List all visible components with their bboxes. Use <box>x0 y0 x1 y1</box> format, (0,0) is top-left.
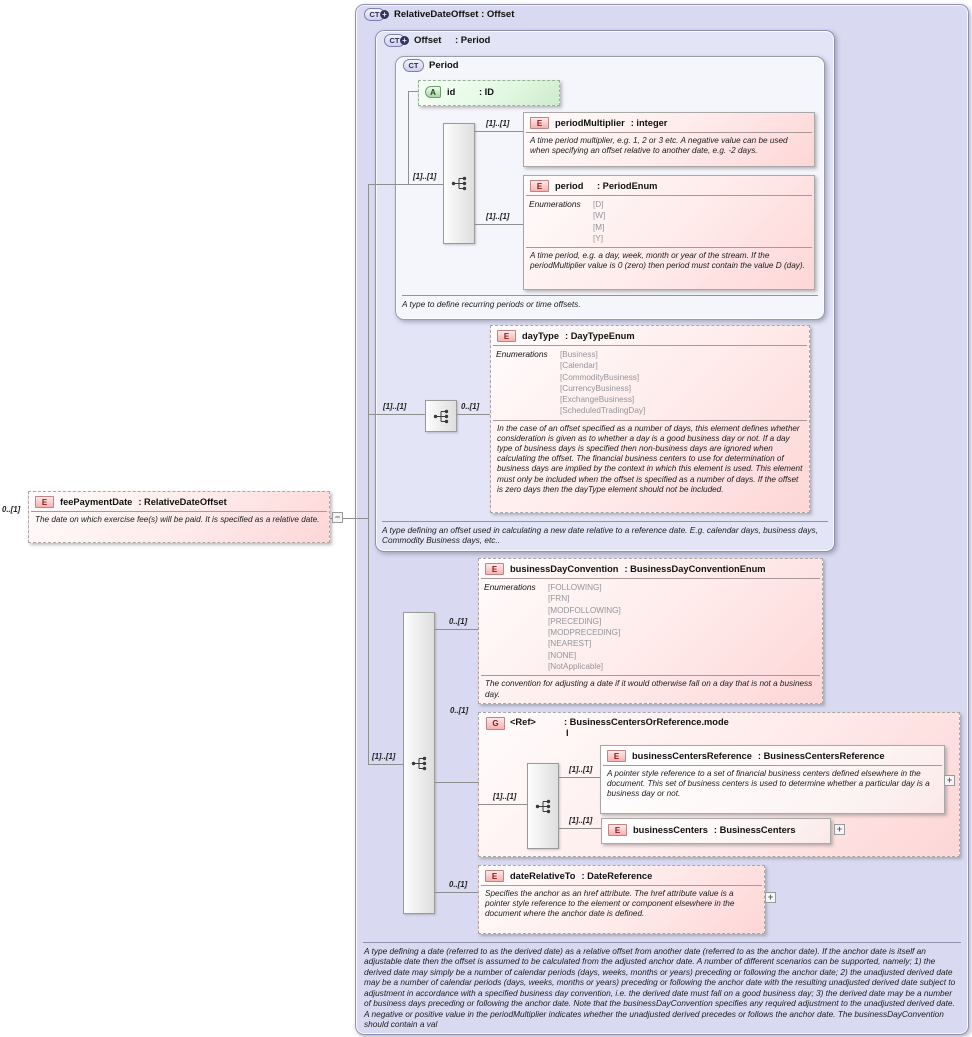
element-name: period <box>555 181 584 191</box>
element-badge: E <box>485 563 504 575</box>
connector-line <box>368 184 369 765</box>
cardinality-label: 0..[1] <box>450 706 469 715</box>
sequence-icon <box>451 176 468 191</box>
element-name: periodMultiplier <box>555 118 625 128</box>
element-annotation: Specifies the anchor as an href attribute. The href attribute value is a pointer style reference to the element or component elsewhere in the document where the anchor date is defined. <box>485 889 735 919</box>
divider <box>526 132 812 133</box>
element-businesscentersreference <box>600 745 945 814</box>
enum-value: [NONE] <box>548 650 577 660</box>
cardinality-label: [1]..[1] <box>493 792 517 801</box>
element-type: : BusinessCentersReference <box>757 751 885 761</box>
divider <box>493 345 807 346</box>
sequence-compositor <box>443 123 475 244</box>
enumerations-section <box>491 347 809 419</box>
enum-value: [Business] <box>560 350 598 359</box>
divider <box>526 195 812 196</box>
enum-value: [Y] <box>593 233 604 243</box>
cardinality-label: 0..[1] <box>461 402 480 411</box>
element-name: businessCenters <box>633 825 708 835</box>
element-type: : DateReference <box>581 871 653 881</box>
sequence-compositor <box>527 763 559 849</box>
enum-value: [FRN] <box>548 594 570 604</box>
group-type-line1: : BusinessCentersOrReference.mode <box>564 717 729 727</box>
element-type: : DayTypeEnum <box>565 331 635 341</box>
element-annotation: The convention for adjusting a date if it would otherwise fall on a day that is not a business day. <box>485 679 813 699</box>
divider <box>603 765 942 766</box>
enum-value: [NEAREST] <box>548 639 592 649</box>
element-annotation: A time period multiplier, e.g. 1, 2 or 3 etc. A negative value can be used when specifying an offset relative to another date, e.g. -2 days. <box>530 136 788 156</box>
cardinality-label: 0..[1] <box>449 617 468 626</box>
element-businesscenters <box>601 818 831 844</box>
element-badge: E <box>485 870 504 882</box>
connector-line <box>408 91 409 185</box>
connector-line <box>455 414 490 415</box>
enumerations-section <box>479 580 822 674</box>
cardinality-label: 0..[1] <box>2 505 21 514</box>
sequence-icon <box>535 799 552 814</box>
offset-name: Offset <box>414 35 442 46</box>
ct-plus-badge <box>364 8 389 21</box>
element-badge: E <box>608 824 627 836</box>
connector-line <box>408 91 418 92</box>
complextype-annotation: A type defining a date (referred to as the derived date) as a relative offset from another date (referred to as the anchor date). If the anchor date is itself an adjustable date then the offset is assumed to be calculated from the adjusted anchor date. A number of different scenarios can be supported, namely; 1) the derived date may simply be a number of calendar periods (days, weeks, months or years) preceding or following the anchor date; 2) the unadjusted derived date may be a number of calendar periods (days, weeks, months or years) preceding or following the anchor date with the resulting unadjusted derived date subject to adjustment in accordance with a specified business day convention, i.e. the derived date must fall on a good business day; 3) the derived date may be a number of business days preceding or following the anchor date. Note that the businessDayConvention specifies any required adjustment to the unadjusted derived date. A negative or positive value in the periodMultiplier indicates whether the unadjusted derived precedes or follows the anchor date. The businessDayConvention should contain a val <box>364 946 956 1030</box>
expand-toggle[interactable]: + <box>834 824 845 835</box>
enumerations-section <box>524 197 814 246</box>
cardinality-label: [1]..[1] <box>413 172 437 181</box>
element-type: : integer <box>630 118 668 128</box>
connector-line <box>368 764 404 765</box>
element-name: feePaymentDate <box>60 497 133 507</box>
attribute-name: id <box>447 87 456 97</box>
element-badge: E <box>530 180 549 192</box>
enum-value: [MODFOLLOWING] <box>548 605 621 615</box>
attribute-id <box>418 80 560 106</box>
element-annotation: In the case of an offset specified as a number of days, this element defines whether consideration is given as to whether a day is a good business day or not. If a day type of business days is specified then non-business days are ignored when calculating the offset. The financial business centers to use for determination of business days are implied by the context in which this element is used. This element must only be included when the offset is specified as a number of days. If the offset is zero days then the dayType element should not be included. <box>497 423 803 494</box>
element-badge: E <box>497 330 516 342</box>
attribute-type: : ID <box>479 87 494 97</box>
enumerations-label: Enumerations <box>484 582 536 592</box>
element-type: : BusinessCenters <box>713 825 796 835</box>
attribute-badge: A <box>425 86 441 98</box>
divider <box>526 247 812 248</box>
element-type: : RelativeDateOffset <box>138 497 227 507</box>
element-periodmultiplier <box>523 112 815 167</box>
group-type-line2: l <box>566 728 569 738</box>
element-type: : BusinessDayConventionEnum <box>624 564 766 574</box>
enum-value: [D] <box>593 200 604 209</box>
enum-value: [ScheduledTradingDay] <box>560 406 646 416</box>
element-name: businessCentersReference <box>632 751 752 761</box>
element-period <box>523 175 815 290</box>
connector-line <box>433 892 479 893</box>
element-feepaymentdate <box>28 491 330 543</box>
plus-icon: + <box>380 10 389 19</box>
complextype-badge: CT <box>384 34 405 47</box>
sequence-icon <box>411 756 428 771</box>
sequence-compositor <box>425 400 457 432</box>
divider <box>31 511 327 512</box>
element-businessdayconvention <box>478 558 823 704</box>
enum-value: [PRECEDING] <box>548 616 602 626</box>
expand-toggle[interactable]: + <box>765 892 776 903</box>
cardinality-label: [1]..[1] <box>486 212 510 221</box>
connector-line <box>433 782 479 783</box>
plus-icon: + <box>400 36 409 45</box>
complextype-offset-header <box>384 34 490 47</box>
element-name: businessDayConvention <box>510 564 619 574</box>
sequence-compositor <box>403 612 435 914</box>
complextype-relativedateoffset-header <box>364 8 514 21</box>
enumerations-label: Enumerations <box>529 199 581 209</box>
cardinality-label: [1]..[1] <box>569 765 593 774</box>
ct-plus-badge <box>384 34 409 47</box>
enum-value: [CurrencyBusiness] <box>560 383 631 393</box>
period-ct-name: Period <box>429 60 459 71</box>
element-daterelativeto <box>478 865 765 934</box>
enum-value: [NotApplicable] <box>548 662 604 672</box>
connector-line <box>368 184 444 185</box>
enum-value: [ExchangeBusiness] <box>560 395 635 405</box>
enum-value: [W] <box>593 211 606 221</box>
collapse-toggle[interactable]: − <box>332 512 343 523</box>
element-badge: E <box>607 750 626 762</box>
divider <box>493 420 807 421</box>
connector-line <box>473 131 523 132</box>
connector-line <box>557 777 601 778</box>
cardinality-label: [1]..[1] <box>486 119 510 128</box>
enum-value: [MODPRECEDING] <box>548 628 621 638</box>
connector-line <box>557 828 602 829</box>
element-name: dateRelativeTo <box>510 871 576 881</box>
element-name: dayType <box>522 331 560 341</box>
sequence-icon <box>433 409 450 424</box>
divider <box>363 942 961 943</box>
element-daytype <box>490 325 810 513</box>
period-ct-annotation: A type to define recurring periods or time offsets. <box>402 299 581 309</box>
group-name: <Ref> <box>510 717 536 727</box>
connector-line <box>473 224 523 225</box>
divider <box>481 578 820 579</box>
divider <box>481 675 820 676</box>
element-badge: E <box>35 496 54 508</box>
cardinality-label: 0..[1] <box>449 880 468 889</box>
connector-line <box>433 629 479 630</box>
connector-line <box>478 804 528 805</box>
element-type: : PeriodEnum <box>597 181 658 191</box>
divider <box>402 295 818 296</box>
divider <box>481 885 762 886</box>
enum-value: [CommodityBusiness] <box>560 372 640 382</box>
connector-line <box>368 414 426 415</box>
complextype-period-header <box>403 59 459 72</box>
element-annotation: A time period, e.g. a day, week, month or year of the stream. If the periodMultiplier value is 0 (zero) then period must contain the value D (day). <box>530 251 805 271</box>
offset-annotation: A type defining an offset used in calculating a new date relative to a reference date. E.g. calendar days, business days, Commodity Business days, etc.. <box>382 525 819 546</box>
complextype-badge: CT <box>403 59 424 72</box>
element-annotation: The date on which exercise fee(s) will be paid. It is specified as a relative date. <box>35 515 320 524</box>
enumerations-label: Enumerations <box>496 349 548 359</box>
offset-type: : Period <box>455 35 491 46</box>
complextype-title: RelativeDateOffset : Offset <box>394 9 515 20</box>
enum-value: [M] <box>593 222 605 232</box>
divider <box>382 521 828 522</box>
cardinality-label: [1]..[1] <box>383 402 407 411</box>
complextype-badge: CT <box>364 8 385 21</box>
enum-value: [FOLLOWING] <box>548 583 602 592</box>
cardinality-label: [1]..[1] <box>372 752 396 761</box>
cardinality-label: [1]..[1] <box>569 816 593 825</box>
element-badge: E <box>530 117 549 129</box>
element-annotation: A pointer style reference to a set of financial business centers defined elsewhere in the document. This set of business centers is used to determine whether a particular day is a business day or not. <box>607 769 930 799</box>
group-badge: G <box>486 717 505 730</box>
expand-toggle[interactable]: + <box>944 775 955 786</box>
enum-value: [Calendar] <box>560 361 598 371</box>
